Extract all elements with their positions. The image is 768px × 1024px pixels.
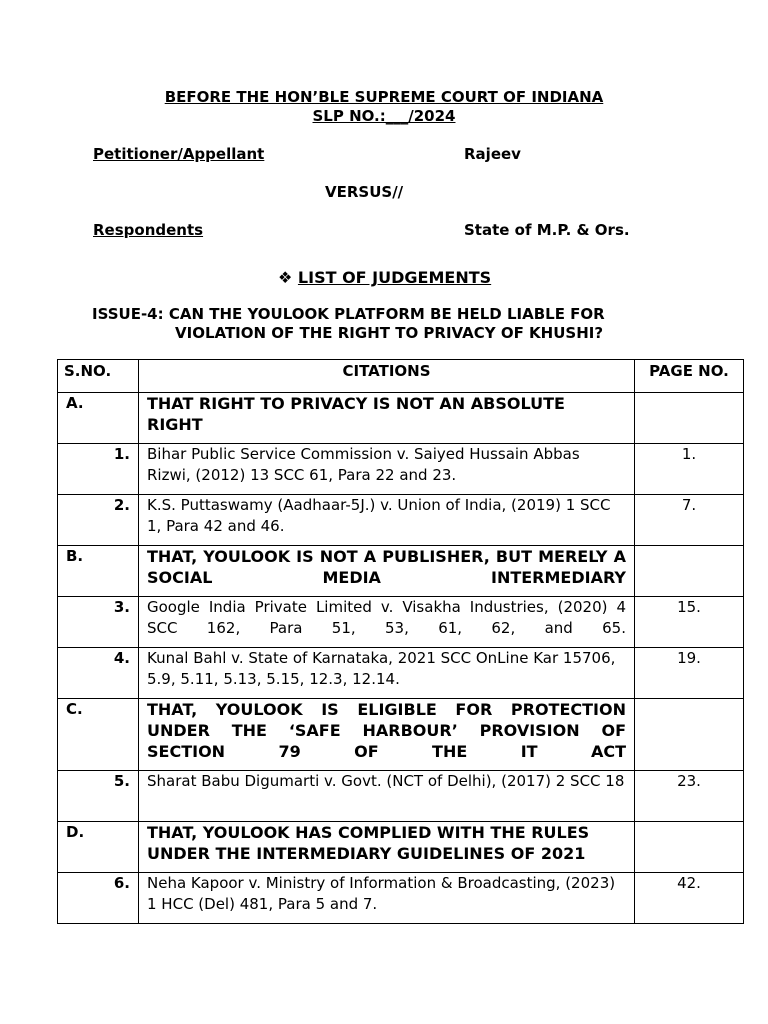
page-number: 23. bbox=[635, 771, 744, 822]
table-row bbox=[58, 444, 744, 495]
page-number: 7. bbox=[635, 495, 744, 546]
table-row bbox=[58, 771, 744, 822]
diamond-bullet-icon: ❖ bbox=[278, 268, 293, 287]
citation-text: K.S. Puttaswamy (Aadhaar-5J.) v. Union of India, (2019) 1 SCC 1, Para 42 and 46. bbox=[139, 495, 635, 546]
section-title: THAT, YOULOOK HAS COMPLIED WITH THE RULES UNDER THE INTERMEDIARY GUIDELINES OF 2021 bbox=[139, 822, 635, 873]
list-title-text: LIST OF JUDGEMENTS bbox=[297, 268, 492, 287]
petitioner-name: Rajeev bbox=[464, 145, 521, 163]
header-page-no: PAGE NO. bbox=[635, 360, 744, 393]
citation-text: Neha Kapoor v. Ministry of Information & Broadcasting, (2023) 1 HCC (Del) 481, Para 5 and 7. bbox=[139, 873, 635, 924]
citation-text: Kunal Bahl v. State of Karnataka, 2021 SCC OnLine Kar 15706, 5.9, 5.11, 5.13, 5.15, 12.3, 12.14. bbox=[139, 648, 635, 699]
slp-number: SLP NO.:___/2024 bbox=[312, 107, 456, 125]
page-number: 19. bbox=[635, 648, 744, 699]
section-page-cell bbox=[635, 699, 744, 771]
list-title bbox=[278, 268, 491, 287]
table-row bbox=[58, 873, 744, 924]
section-row-a bbox=[58, 393, 744, 444]
respondent-name: State of M.P. & Ors. bbox=[464, 221, 630, 239]
section-row-c bbox=[58, 699, 744, 771]
section-page-cell bbox=[635, 393, 744, 444]
section-letter: B. bbox=[58, 546, 139, 597]
table-row bbox=[58, 597, 744, 648]
section-row-d bbox=[58, 822, 744, 873]
section-letter: C. bbox=[58, 699, 139, 771]
row-number: 2. bbox=[58, 495, 139, 546]
issue-line-2: VIOLATION OF THE RIGHT TO PRIVACY OF KHUSHI? bbox=[175, 324, 604, 342]
section-letter: D. bbox=[58, 822, 139, 873]
citation-text: Bihar Public Service Commission v. Saiyed Hussain Abbas Rizwi, (2012) 13 SCC 61, Para 22 and 23. bbox=[139, 444, 635, 495]
section-title: THAT RIGHT TO PRIVACY IS NOT AN ABSOLUTE RIGHT bbox=[139, 393, 635, 444]
section-page-cell bbox=[635, 822, 744, 873]
row-number: 5. bbox=[58, 771, 139, 822]
table-row bbox=[58, 648, 744, 699]
table-row bbox=[58, 495, 744, 546]
issue-line-1: ISSUE-4: CAN THE YOULOOK PLATFORM BE HELD LIABLE FOR bbox=[92, 305, 605, 323]
court-title: BEFORE THE HON’BLE SUPREME COURT OF INDIANA bbox=[164, 88, 604, 106]
row-number: 6. bbox=[58, 873, 139, 924]
section-title: THAT, YOULOOK IS ELIGIBLE FOR PROTECTION UNDER THE ‘SAFE HARBOUR’ PROVISION OF SECTION 79 OF THE IT ACT bbox=[139, 699, 635, 771]
citation-text: Sharat Babu Digumarti v. Govt. (NCT of Delhi), (2017) 2 SCC 18 bbox=[139, 771, 635, 822]
citation-text: Google India Private Limited v. Visakha Industries, (2020) 4 SCC 162, Para 51, 53, 61, 62, and 65. bbox=[139, 597, 635, 648]
petitioner-label: Petitioner/Appellant bbox=[93, 145, 265, 163]
row-number: 1. bbox=[58, 444, 139, 495]
section-page-cell bbox=[635, 546, 744, 597]
header-sno: S.NO. bbox=[58, 360, 139, 393]
respondent-label: Respondents bbox=[93, 221, 204, 239]
section-letter: A. bbox=[58, 393, 139, 444]
section-title: THAT, YOULOOK IS NOT A PUBLISHER, BUT MERELY A SOCIAL MEDIA INTERMEDIARY bbox=[139, 546, 635, 597]
page-number: 1. bbox=[635, 444, 744, 495]
row-number: 4. bbox=[58, 648, 139, 699]
page-number: 42. bbox=[635, 873, 744, 924]
table-header-row bbox=[58, 360, 744, 393]
page-number: 15. bbox=[635, 597, 744, 648]
header-citations: CITATIONS bbox=[139, 360, 635, 393]
section-row-b bbox=[58, 546, 744, 597]
judgements-table bbox=[57, 359, 744, 924]
versus-label: VERSUS// bbox=[325, 183, 404, 201]
row-number: 3. bbox=[58, 597, 139, 648]
